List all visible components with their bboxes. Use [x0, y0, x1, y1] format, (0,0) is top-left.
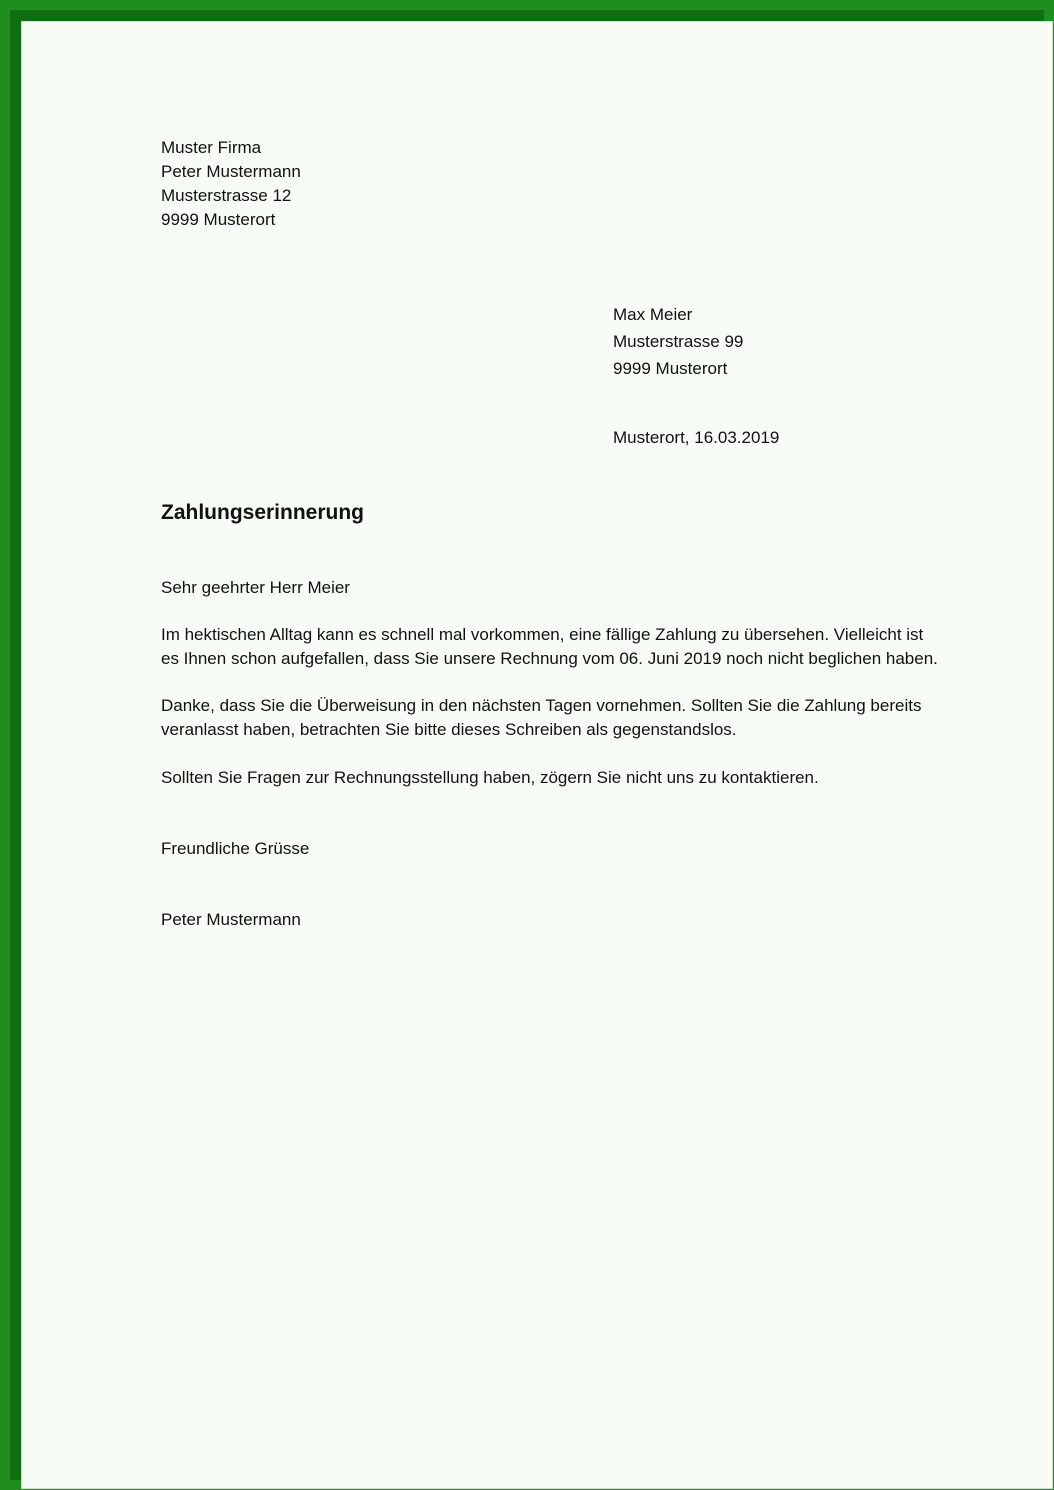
closing: Freundliche Grüsse [161, 839, 310, 858]
signature-name: Peter Mustermann [161, 910, 301, 929]
paragraph-1 [161, 623, 981, 671]
letter-page [21, 21, 1053, 1489]
letter-date: Musterort, 16.03.2019 [613, 428, 780, 447]
sender-company: Muster Firma [161, 138, 262, 157]
sender-street: Musterstrasse 12 [161, 186, 292, 205]
sender-address [161, 136, 301, 232]
salutation: Sehr geehrter Herr Meier [161, 578, 350, 597]
recipient-name: Max Meier [613, 305, 693, 324]
paragraph-line: es Ihnen schon aufgefallen, dass Sie unsere Rechnung vom 06. Juni 2019 noch nicht beglichen haben. [161, 649, 938, 668]
letter-subject: Zahlungserinnerung [161, 501, 365, 524]
recipient-address [613, 301, 743, 382]
paragraph-line: Danke, dass Sie die Überweisung in den nächsten Tagen vornehmen. Sollten Sie die Zahlung bereits [161, 696, 922, 715]
paragraph-3 [161, 766, 981, 790]
paragraph-2 [161, 694, 981, 742]
sender-name: Peter Mustermann [161, 162, 301, 181]
sender-city: 9999 Musterort [161, 210, 276, 229]
paragraph-line: veranlasst haben, betrachten Sie bitte dieses Schreiben als gegenstandslos. [161, 720, 737, 739]
paragraph-line: Im hektischen Alltag kann es schnell mal vorkommen, eine fällige Zahlung zu übersehen. Vielleicht ist [161, 625, 924, 644]
recipient-city: 9999 Musterort [613, 359, 728, 378]
paragraph-line: Sollten Sie Fragen zur Rechnungsstellung haben, zögern Sie nicht uns zu kontaktieren. [161, 768, 819, 787]
recipient-street: Musterstrasse 99 [613, 332, 744, 351]
